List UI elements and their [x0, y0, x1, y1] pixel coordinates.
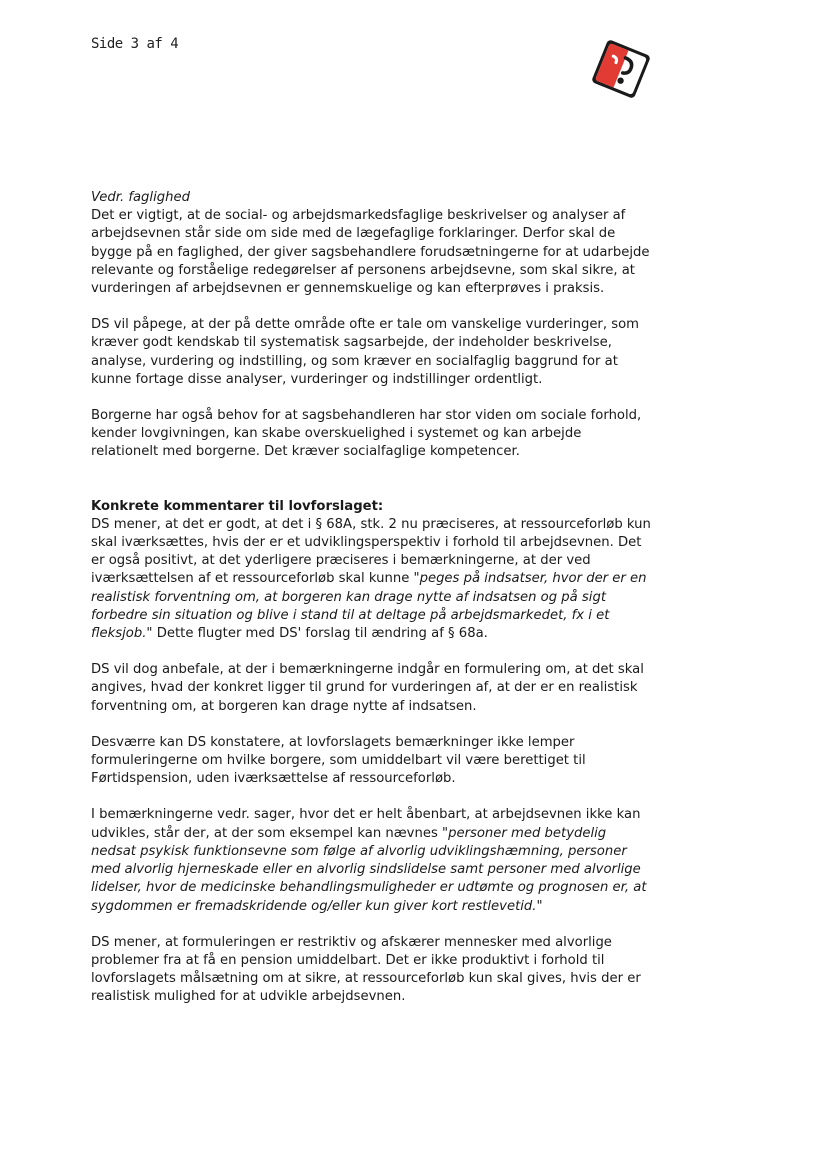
paragraph: Det er vigtigt, at de social- og arbejdsmarkedsfaglige beskrivelser og analyser af arbejdsevnen står side om side med de lægefaglige forklaringer. Derfor skal de bygge på en faglighed, der giver sagsbehandlere forudsætningerne for at udarbejde relevante og forståelige redegørelser af personens arbejdsevne, som skal sikre, at vurderingen af arbejdsevnen er gennemskuelige og kan efterprøves i praksis. — [91, 208, 650, 297]
paragraph: DS mener, at formuleringen er restriktiv og afskærer mennesker med alvorlige problemer fra at få en pension umiddelbart. Det er ikke produktivt i forhold til lovforslagets målsætning om at sikre, at ressourceforløb kun skal gives, hvis der er realistisk mulighed for at udvikle arbejdsevnen. — [91, 934, 641, 1005]
paragraph: Borgerne har også behov for at sagsbehandleren har stor viden om sociale forhold, kender lovgivningen, kan skabe overskuelighed i systemet og kan arbejde relationelt med borgerne. Det kræver socialfaglige kompetencer. — [91, 408, 642, 460]
quote-text: "personer med betydelig nedsat psykisk funktionsevne som følge af alvorlig udviklingshæmning, personer med alvorlig hjerneskade eller en alvorlig sindslidelse samt personer med alvorlige lidelser, hvor de medicinske behandlingsmuligheder er udtømte og prognosen er, at sygdommen er fremadskridende og/eller kun giver kort restlevetid." — [91, 825, 647, 914]
section-kommentarer — [91, 498, 651, 644]
paragraph-text: DS mener, at det er godt, at det i § 68A, stk. 2 nu præciseres, at ressourceforløb kun skal iværksættes, hvis der er et udviklingsperspektiv i forhold til arbejdsevnen. Det er også positivt, at det yderligere præciseres i bemærkningerne, at der ved iværksættelsen af et ressourceforløb skal kunne — [91, 516, 651, 587]
paragraph — [91, 806, 651, 915]
section-faglighed — [91, 189, 651, 298]
quote-text: "peges på indsatser, hvor der er en realistisk forventning om, at borgeren kan drage nytte af indsatsen og på sigt forbedre sin situation og blive i stand til at deltage på arbejdsmarkedet, fx i et fleksjob." — [91, 571, 647, 642]
paragraph: Desværre kan DS konstatere, at lovforslagets bemærkninger ikke lemper formuleringerne om hvilke borgere, som umiddelbart vil være berettiget til Førtidspension, uden iværksættelse af ressourceforløb. — [91, 734, 586, 787]
page-number: Side 3 af 4 — [91, 36, 179, 52]
document-body — [91, 189, 651, 1025]
paragraph-text: I bemærkningerne vedr. sager, hvor det er helt åbenbart, at arbejdsevnen ikke kan udvikles, står der, at der som eksempel kan nævnes — [91, 807, 641, 841]
section-heading-kommentarer: Konkrete kommentarer til lovforslaget: — [91, 498, 384, 514]
section-heading-faglighed: Vedr. faglighed — [91, 190, 190, 205]
paragraph: DS vil dog anbefale, at der i bemærkningerne indgår en formulering om, at det skal angives, hvad der konkret ligger til grund for vurderingen af, at der er en realistisk forventning om, at borgeren kan drage nytte af indsatsen. — [91, 662, 644, 714]
paragraph: DS vil påpege, at der på dette område ofte er tale om vanskelige vurderinger, som kræver godt kendskab til systematisk sagsarbejde, der indeholder beskrivelse, analyse, vurdering og indstilling, og som kræver en socialfaglig baggrund for at kunne fortage disse analyser, vurderinger og indstillinger ordentligt. — [91, 317, 640, 387]
paragraph-text: Dette flugter med DS' forslag til ændring af § 68a. — [152, 626, 488, 642]
ds-logo-icon — [590, 40, 652, 98]
